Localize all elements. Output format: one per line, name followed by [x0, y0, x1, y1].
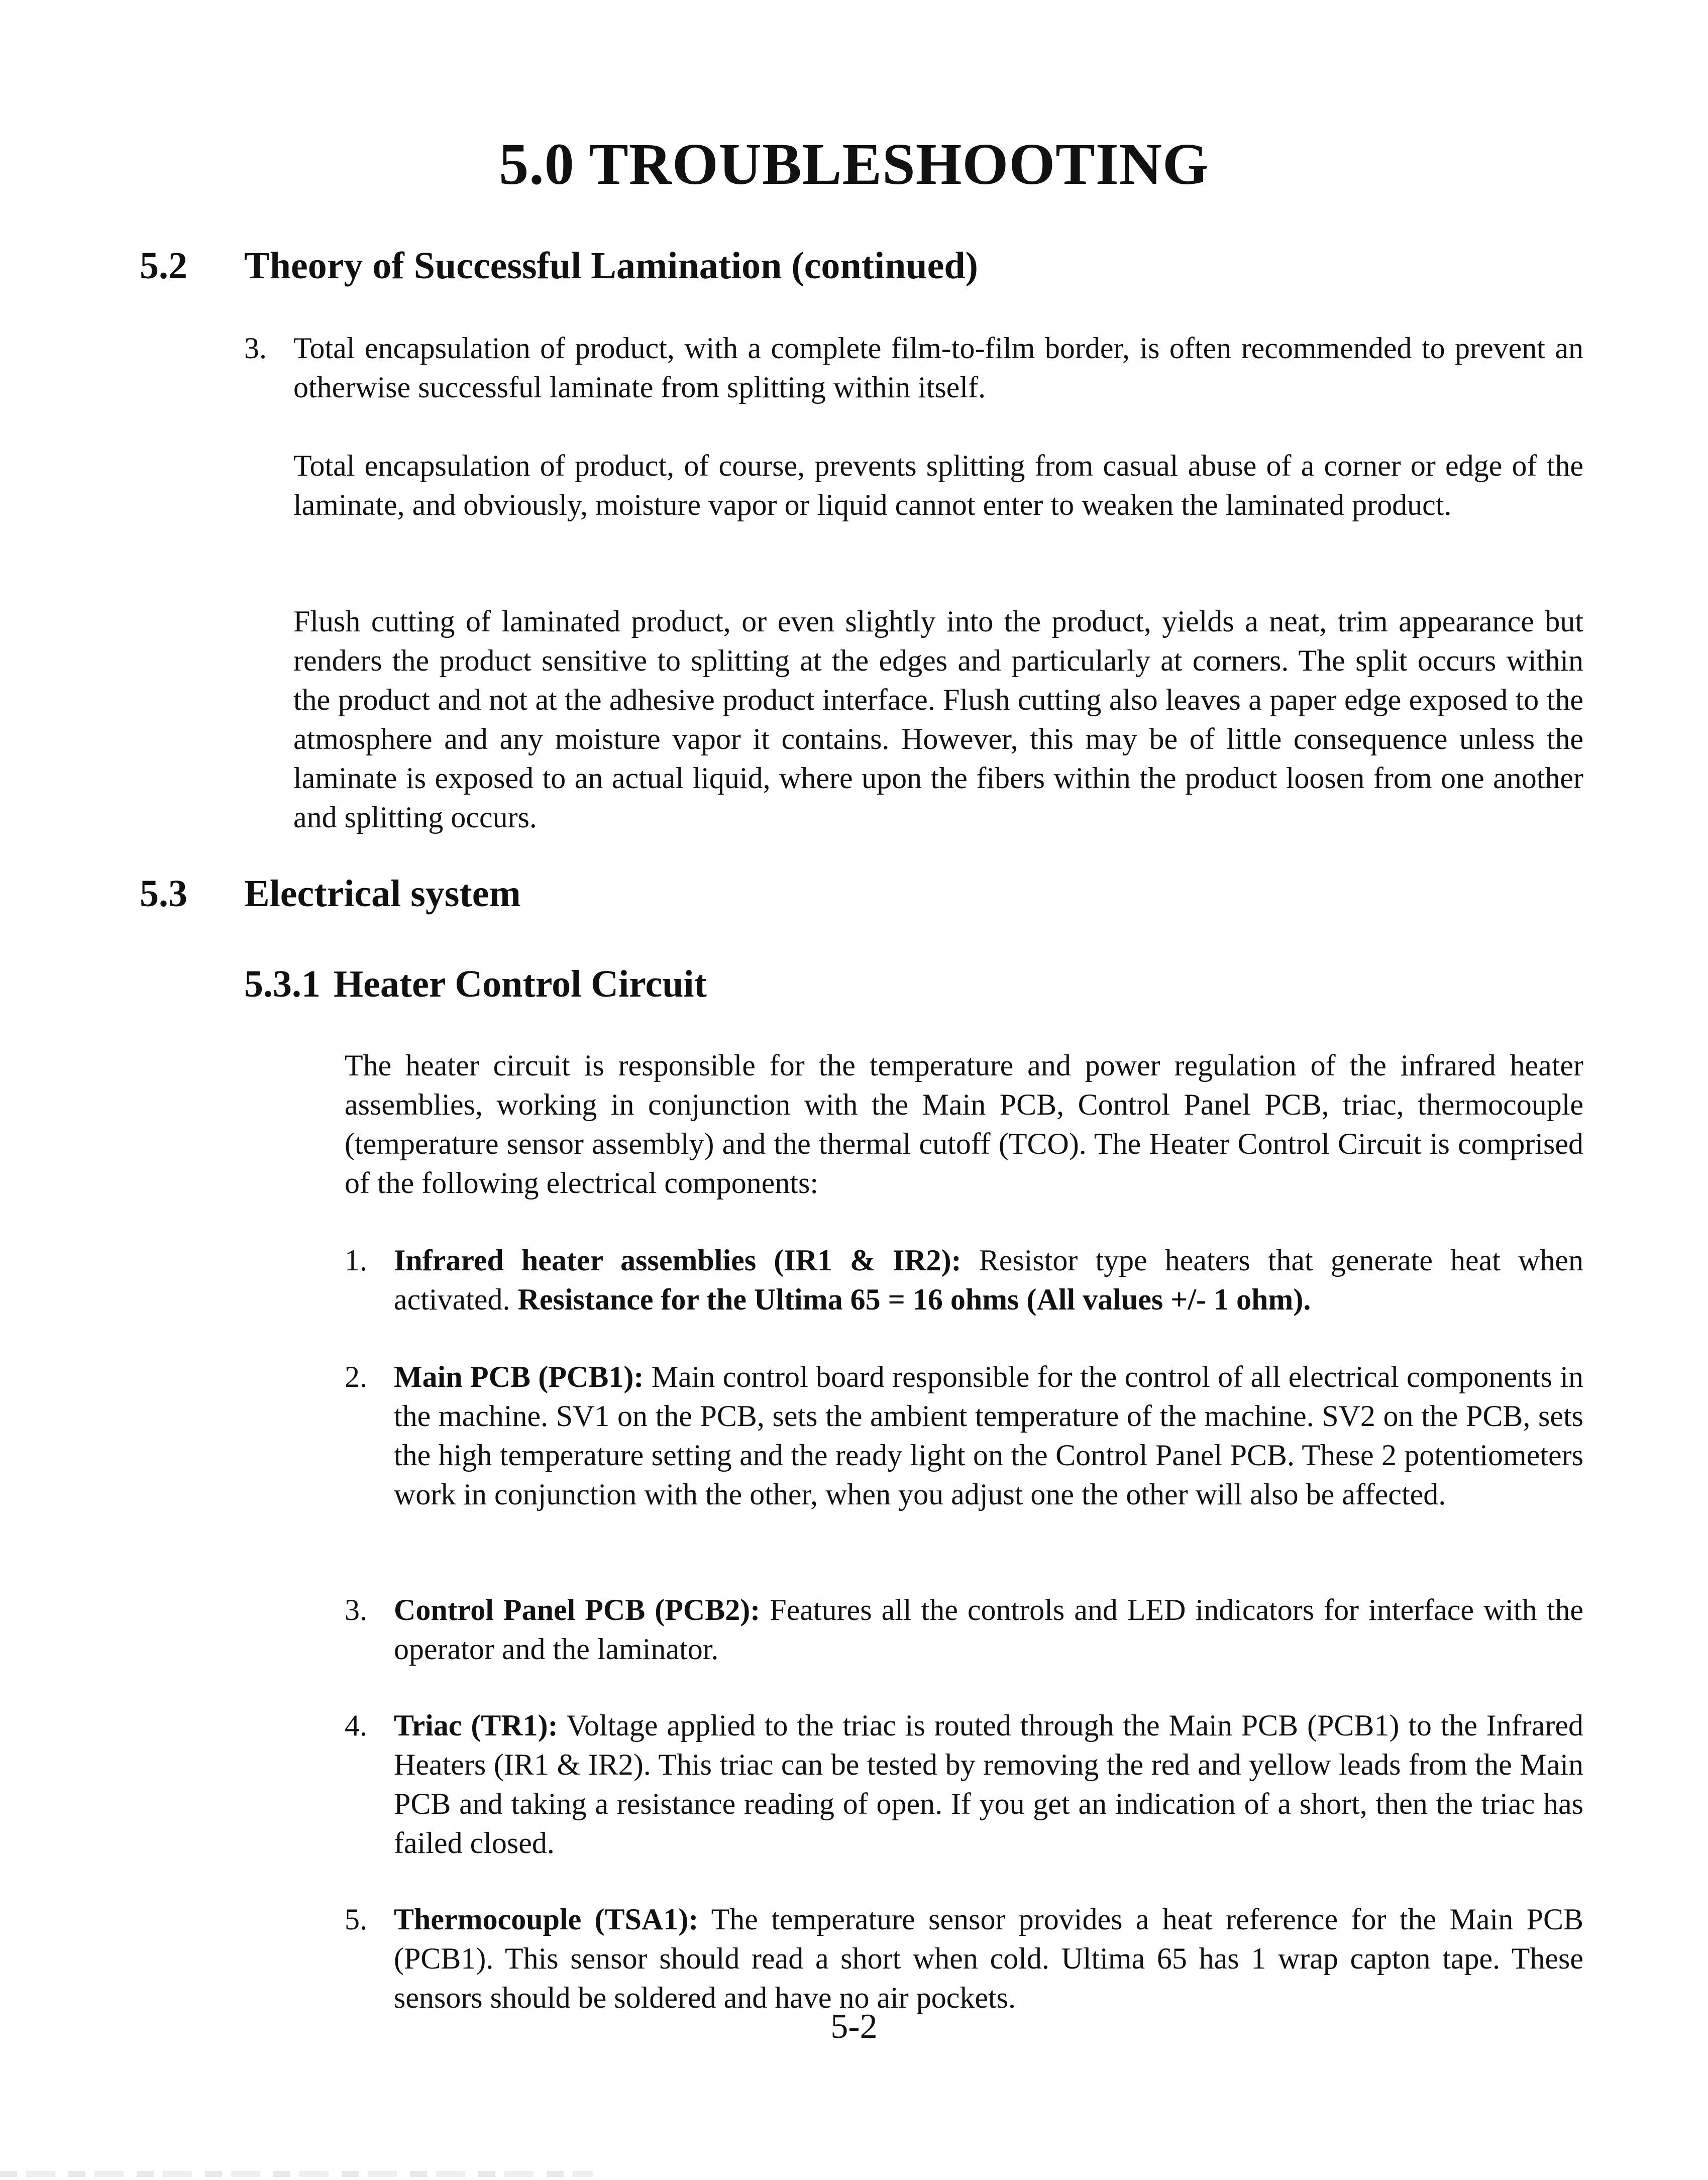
- list-marker: 2.: [345, 1360, 367, 1393]
- component-name: Main PCB (PCB1):: [394, 1360, 644, 1393]
- section-title: Theory of Successful Lamination (continued): [244, 245, 978, 287]
- resistance-spec: Resistance for the Ultima 65 = 16 ohms (All values +/- 1 ohm).: [517, 1283, 1311, 1316]
- section-title: Electrical system: [244, 873, 521, 915]
- component-description: Main control board responsible for the control of all electrical components in the machine. SV1 on the PCB, sets the ambient temperature of the machine. SV2 on the PCB, sets the high temperature setting and the ready light on the Control Panel PCB. These 2 potentiometers work in conjunction with the other, when you adjust one the other will also be affected.: [394, 1360, 1583, 1511]
- section-5-3-heading: [140, 873, 521, 915]
- list-item-body: [394, 1900, 1583, 2017]
- list-item-body: [394, 1241, 1583, 1319]
- page-number: 5-2: [830, 2007, 878, 2046]
- component-name: Thermocouple (TSA1):: [394, 1903, 699, 1936]
- section-number: 5.3: [140, 873, 187, 915]
- list-marker: 1.: [345, 1244, 367, 1277]
- component-name: Infrared heater assemblies (IR1 & IR2):: [394, 1244, 962, 1277]
- section-5-2-heading: [140, 245, 978, 287]
- list-marker: 3.: [244, 332, 267, 365]
- list-item-body: [394, 1706, 1583, 1863]
- subsection-title: Heater Control Circuit: [334, 963, 707, 1005]
- list-item-body: [394, 1590, 1583, 1669]
- section-number: 5.2: [140, 245, 187, 287]
- subsection-number: 5.3.1: [244, 963, 321, 1005]
- subsection-5-3-1-heading: [244, 963, 707, 1006]
- list-item: [345, 1590, 1583, 1669]
- paragraph: Flush cutting of laminated product, or even slightly into the product, yields a neat, trim appearance but renders the product sensitive to splitting at the edges and particularly at corners. The split occurs within the product and not at the adhesive product interface. Flush cutting also leaves a paper edge exposed to the atmosphere and any moisture vapor it contains. However, this may be of little consequence unless the laminate is exposed to an actual liquid, where upon the fibers within the product loosen from one another and splitting occurs.: [293, 605, 1583, 834]
- component-name: Control Panel PCB (PCB2):: [394, 1593, 761, 1626]
- list-item: [345, 1357, 1583, 1514]
- list-marker: 3.: [345, 1593, 367, 1626]
- page-title: 5.0 TROUBLESHOOTING: [499, 131, 1209, 197]
- component-description: The temperature sensor provides a heat reference for the Main PCB (PCB1). This sensor should read a short when cold. Ultima 65 has 1 wrap capton tape. These sensors should be soldered and have no air pockets.: [394, 1903, 1583, 2014]
- component-description: Resistor type heaters that generate heat when activated.: [394, 1244, 1583, 1316]
- list-marker: 5.: [345, 1903, 367, 1936]
- paragraph: Total encapsulation of product, of course, prevents splitting from casual abuse of a corner or edge of the laminate, and obviously, moisture vapor or liquid cannot enter to weaken the laminated product.: [293, 449, 1583, 521]
- list-item: [345, 1706, 1583, 1863]
- list-item: [345, 1241, 1583, 1319]
- footer-scan-artifact: [0, 2171, 593, 2177]
- component-description: Voltage applied to the triac is routed through the Main PCB (PCB1) to the Infrared Heaters (IR1 & IR2). This triac can be tested by removing the red and yellow leads from the Main PCB and taking a resistance reading of open. If you get an indication of a short, then the triac has failed closed.: [394, 1709, 1583, 1860]
- list-item-body: [394, 1357, 1583, 1514]
- list-item-text: Total encapsulation of product, with a complete film-to-film border, is often recommended to prevent an otherwise successful laminate from splitting within itself.: [293, 332, 1583, 404]
- component-description: Features all the controls and LED indicators for interface with the operator and the laminator.: [394, 1593, 1583, 1666]
- paragraph: The heater circuit is responsible for the temperature and power regulation of the infrared heater assemblies, working in conjunction with the Main PCB, Control Panel PCB, triac, thermocouple (temperature sensor assembly) and the thermal cutoff (TCO). The Heater Control Circuit is comprised of the following electrical components:: [345, 1049, 1583, 1200]
- list-marker: 4.: [345, 1709, 367, 1742]
- list-item: [244, 329, 1583, 407]
- list-item: [345, 1900, 1583, 2017]
- component-name: Triac (TR1):: [394, 1709, 558, 1742]
